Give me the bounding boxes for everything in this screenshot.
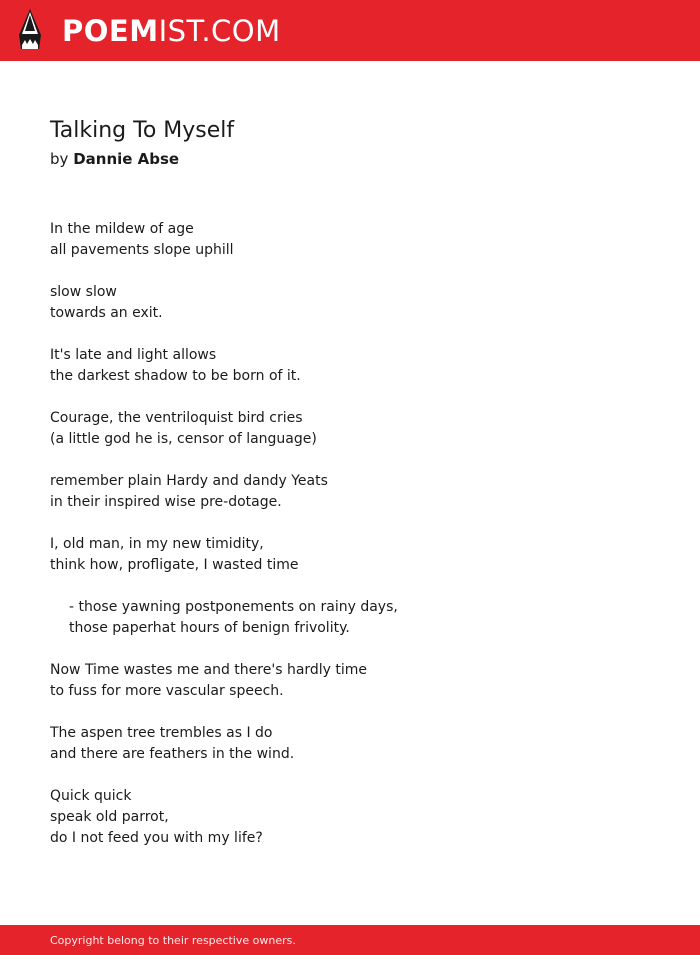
poem-body <box>50 219 650 870</box>
poem-line: think how, profligate, I wasted time <box>50 557 299 573</box>
logo-text-bold: POEM <box>62 14 159 48</box>
poem-line: It's late and light allows <box>50 347 217 363</box>
stanza-indented <box>50 597 650 639</box>
site-header <box>0 0 700 61</box>
stanza <box>50 786 650 849</box>
stanza <box>50 408 650 450</box>
poem-line: Now Time wastes me and there's hardly time <box>50 662 368 678</box>
author-name: Dannie Abse <box>73 150 180 168</box>
poem-title: Talking To Myself <box>50 118 235 143</box>
poem-line: do I not feed you with my life? <box>50 830 263 846</box>
logo-text-light: IST.COM <box>158 14 281 48</box>
byline <box>50 148 179 170</box>
poem-line: all pavements slope uphill <box>50 242 234 258</box>
poem-line: slow slow <box>50 284 117 300</box>
stanza <box>50 219 650 261</box>
poem-line: (a little god he is, censor of language) <box>50 431 317 447</box>
stanza <box>50 282 650 324</box>
site-footer <box>0 925 700 955</box>
poem-line: in their inspired wise pre-dotage. <box>50 494 282 510</box>
poem-line: Quick quick <box>50 788 132 804</box>
poem-line: to fuss for more vascular speech. <box>50 683 284 699</box>
pen-nib-icon[interactable] <box>17 9 43 51</box>
poem-line: In the mildew of age <box>50 221 194 237</box>
poem-line: Courage, the ventriloquist bird cries <box>50 410 303 426</box>
stanza <box>50 660 650 702</box>
stanza <box>50 723 650 765</box>
poem-line: - those yawning postponements on rainy days, <box>69 599 398 615</box>
by-prefix: by <box>50 150 69 168</box>
stanza <box>50 534 650 576</box>
site-logo[interactable] <box>62 13 281 49</box>
poem-line: towards an exit. <box>50 305 163 321</box>
poem-line: I, old man, in my new timidity, <box>50 536 264 552</box>
poem-line: and there are feathers in the wind. <box>50 746 295 762</box>
poem-line: the darkest shadow to be born of it. <box>50 368 301 384</box>
poem-line: those paperhat hours of benign frivolity. <box>69 620 350 636</box>
poem-line: speak old parrot, <box>50 809 169 825</box>
copyright-text: Copyright belong to their respective owners. <box>50 934 296 947</box>
poem-line: The aspen tree trembles as I do <box>50 725 273 741</box>
stanza <box>50 471 650 513</box>
stanza <box>50 345 650 387</box>
poem-line: remember plain Hardy and dandy Yeats <box>50 473 328 489</box>
